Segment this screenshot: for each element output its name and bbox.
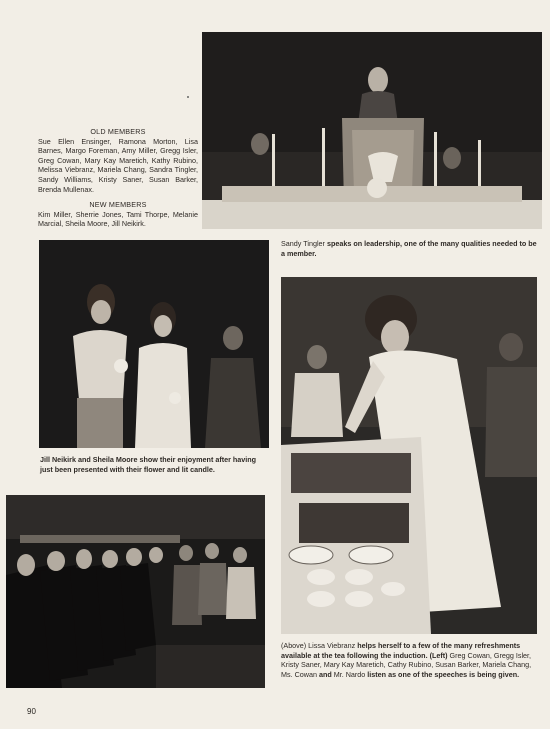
caption-speaker-text: speaks on leadership, one of the many qualities needed to be a member. bbox=[281, 239, 537, 258]
stray-mark bbox=[187, 96, 189, 98]
caption-above-name: Lissa Viebranz bbox=[308, 641, 356, 650]
caption-left-and: and bbox=[318, 669, 332, 679]
caption-speaker bbox=[281, 239, 537, 258]
caption-left-label: (Left) bbox=[429, 650, 448, 660]
members-list bbox=[38, 127, 198, 229]
caption-left-names: Greg Cowan, Gregg Isler, Kristy Saner, Mary Kay Maretich, Cathy Rubino, Susan Barker, Mariela Chang, Ms. Cowan bbox=[281, 650, 532, 679]
caption-flowers: Jill Neikirk and Sheila Moore show their enjoyment after having just been presented with their flower and lit candle. bbox=[40, 455, 257, 474]
caption-above-text: helps herself to a few of the many refreshments available at the tea following the induction. bbox=[281, 641, 521, 660]
old-members-heading: OLD MEMBERS bbox=[90, 127, 146, 136]
photo-audience bbox=[6, 495, 265, 688]
new-members-heading: NEW MEMBERS bbox=[89, 200, 147, 210]
photo-refreshments bbox=[281, 277, 537, 634]
caption-refreshments bbox=[281, 641, 537, 679]
old-members-names: Sue Ellen Ensinger, Ramona Morton, Lisa Barnes, Margo Foreman, Amy Miller, Gregg Isler, Greg Cowan, Mary Kay Maretich, Kathy Rubino, Melissa Viebranz, Mariela Chang, Sandra Tingler, Sandy Williams, Kristy Saner, Susan Barker, Brenda Mullenax. bbox=[38, 136, 198, 194]
photo-new-members-flowers bbox=[39, 240, 269, 448]
caption-left-text: listen as one of the speeches is being given. bbox=[367, 669, 520, 679]
page-number: 90 bbox=[27, 707, 36, 716]
caption-above-label: (Above) bbox=[281, 641, 307, 650]
caption-speaker-name: Sandy Tingler bbox=[281, 239, 325, 248]
caption-left-name2: Mr. Nardo bbox=[333, 669, 366, 679]
new-members-names: Kim Miller, Sherrie Jones, Tami Thorpe, Melanie Marcial, Sheila Moore, Jill Neikirk. bbox=[38, 209, 198, 229]
photo-speaker-podium bbox=[202, 32, 542, 229]
